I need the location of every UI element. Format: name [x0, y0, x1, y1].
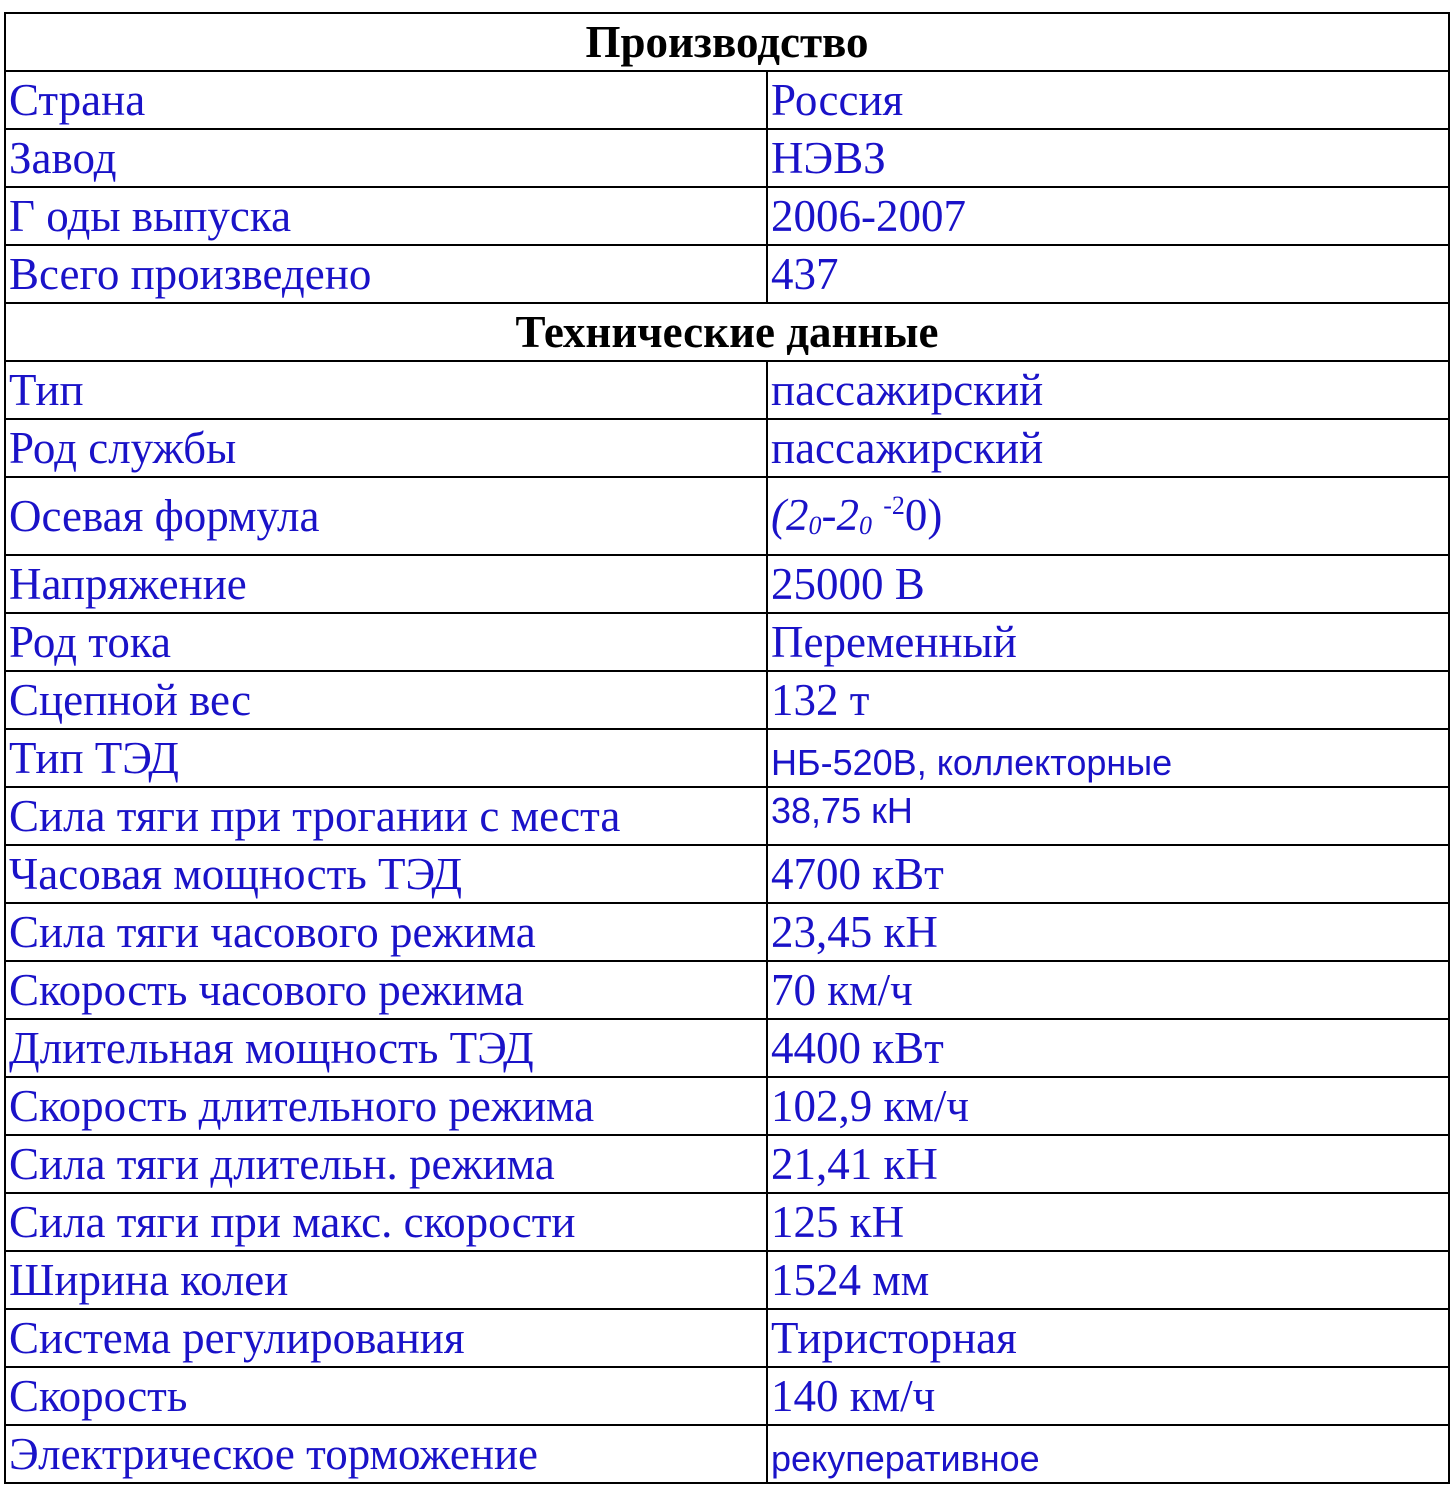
row-value: 132 т [767, 671, 1449, 729]
formula-open: (2 [771, 490, 809, 540]
row-value: 23,45 кН [767, 903, 1449, 961]
row-value: 125 кН [767, 1193, 1449, 1251]
table-row [5, 671, 1449, 729]
table-row [5, 555, 1449, 613]
row-value: 1524 мм [767, 1251, 1449, 1309]
section-row-production [5, 13, 1449, 71]
table-row [5, 1193, 1449, 1251]
row-label: Электрическое торможение [5, 1425, 767, 1483]
table-row [5, 419, 1449, 477]
row-value: 102,9 км/ч [767, 1077, 1449, 1135]
table-row [5, 187, 1449, 245]
formula-sub1: 0 [808, 511, 822, 540]
row-value: 140 км/ч [767, 1367, 1449, 1425]
row-value: пассажирский [767, 419, 1449, 477]
table-row [5, 729, 1449, 787]
table-row [5, 787, 1449, 845]
specs-table [4, 12, 1450, 1484]
row-value: 21,41 кН [767, 1135, 1449, 1193]
table-row [5, 245, 1449, 303]
table-row [5, 477, 1449, 555]
row-value: 437 [767, 245, 1449, 303]
row-label: Длительная мощность ТЭД [5, 1019, 767, 1077]
row-value: НЭВЗ [767, 129, 1449, 187]
row-label: Часовая мощность ТЭД [5, 845, 767, 903]
table-row [5, 1367, 1449, 1425]
axial-formula-value [767, 477, 1449, 555]
formula-sub2: 0 [859, 511, 872, 540]
row-label: Ширина колеи [5, 1251, 767, 1309]
table-row [5, 1077, 1449, 1135]
table-row [5, 1425, 1449, 1483]
row-label: Род службы [5, 419, 767, 477]
row-label: Осевая формула [5, 477, 767, 555]
row-label: Сцепной вес [5, 671, 767, 729]
row-value: НБ-520В, коллекторные [767, 729, 1449, 787]
row-label: Род тока [5, 613, 767, 671]
table-row [5, 361, 1449, 419]
axial-formula [771, 490, 942, 540]
row-label: Скорость длительного режима [5, 1077, 767, 1135]
table-row [5, 71, 1449, 129]
row-label: Скорость часового режима [5, 961, 767, 1019]
row-label: Сила тяги при макс. скорости [5, 1193, 767, 1251]
row-value: 38,75 кН [767, 787, 1449, 845]
row-label: Тип ТЭД [5, 729, 767, 787]
section-title-technical: Технические данные [5, 303, 1449, 361]
row-value: 4700 кВт [767, 845, 1449, 903]
table-row [5, 613, 1449, 671]
table-row [5, 1309, 1449, 1367]
table-row [5, 1135, 1449, 1193]
formula-sup: -2 [883, 491, 905, 520]
table-row [5, 1251, 1449, 1309]
row-value: 4400 кВт [767, 1019, 1449, 1077]
formula-tail: 0) [904, 490, 943, 540]
row-value: Переменный [767, 613, 1449, 671]
section-title-production: Производство [5, 13, 1449, 71]
row-label: Сила тяги длительн. режима [5, 1135, 767, 1193]
row-label: Всего произведено [5, 245, 767, 303]
table-row [5, 1019, 1449, 1077]
section-row-technical [5, 303, 1449, 361]
table-row [5, 903, 1449, 961]
row-value: 2006-2007 [767, 187, 1449, 245]
row-value: 25000 В [767, 555, 1449, 613]
row-label: Тип [5, 361, 767, 419]
row-value: Тиристорная [767, 1309, 1449, 1367]
row-label: Напряжение [5, 555, 767, 613]
table-row [5, 129, 1449, 187]
row-label: Система регулирования [5, 1309, 767, 1367]
row-label: Завод [5, 129, 767, 187]
row-value: пассажирский [767, 361, 1449, 419]
row-label: Страна [5, 71, 767, 129]
row-label: Сила тяги часового режима [5, 903, 767, 961]
row-label: Сила тяги при трогании с места [5, 787, 767, 845]
row-value: рекуперативное [767, 1425, 1449, 1483]
row-label: Г оды выпуска [5, 187, 767, 245]
row-value: 70 км/ч [767, 961, 1449, 1019]
formula-dash: -2 [821, 490, 859, 540]
row-value: Россия [767, 71, 1449, 129]
table-row [5, 845, 1449, 903]
table-row [5, 961, 1449, 1019]
row-label: Скорость [5, 1367, 767, 1425]
